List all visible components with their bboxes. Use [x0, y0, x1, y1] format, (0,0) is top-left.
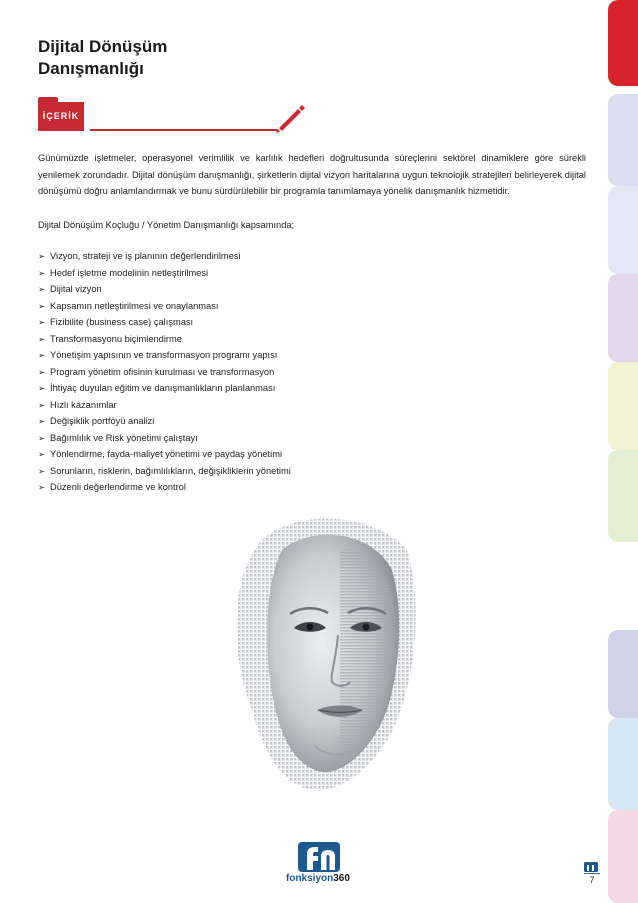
bullet-arrow-icon: ➢	[38, 383, 46, 393]
list-item	[38, 248, 586, 265]
service-list	[38, 248, 586, 496]
side-tab-1[interactable]	[608, 0, 638, 86]
section-divider	[90, 129, 278, 131]
pencil-icon	[274, 98, 306, 134]
list-item-text: Dijital vizyon	[50, 284, 102, 294]
bullet-arrow-icon: ➢	[38, 284, 46, 294]
side-tab-9[interactable]	[608, 810, 638, 903]
digital-face-illustration	[222, 510, 422, 800]
page-title	[38, 36, 167, 80]
bullet-arrow-icon: ➢	[38, 317, 46, 327]
side-tab-4[interactable]	[608, 274, 638, 362]
logo-text	[286, 873, 350, 884]
page-title-line1: Dijital Dönüşüm	[38, 37, 168, 56]
list-item	[38, 364, 586, 381]
side-tab-3[interactable]	[608, 186, 638, 274]
list-item	[38, 298, 586, 315]
list-item-text: Hedef işletme modelinin netleştirilmesi	[50, 267, 209, 278]
list-item-text: Sorunların, risklerin, bağımlılıkların, değişikliklerin yönetimi	[50, 465, 291, 476]
section-label: İÇERİK	[42, 111, 80, 121]
bullet-arrow-icon: ➢	[38, 300, 46, 311]
bullet-arrow-icon: ➢	[38, 366, 46, 377]
bullet-arrow-icon: ➢	[38, 416, 46, 426]
list-item	[38, 446, 586, 463]
folder-icon	[38, 97, 84, 131]
list-item	[38, 331, 586, 348]
bullet-arrow-icon: ➢	[38, 482, 46, 492]
list-item-text: Kapsamın netleştirilmesi ve onaylanması	[50, 300, 219, 311]
bullet-arrow-icon: ➢	[38, 449, 46, 459]
list-item-text: Program yönetim ofisinin kurulması ve transformasyon	[50, 366, 275, 377]
list-item-text: Vizyon, strateji ve iş planının değerlendirilmesi	[50, 251, 241, 261]
list-item	[38, 413, 586, 430]
side-tab-8[interactable]	[608, 718, 638, 810]
list-item-text: Yönlendirme, fayda-maliyet yönetimi ve paydaş yönetimi	[50, 449, 283, 459]
side-tab-7[interactable]	[608, 630, 638, 718]
list-item-text: Yönetişim yapısının ve transformasyon programı yapısı	[50, 350, 278, 360]
intro-paragraph: Günümüzde işletmeler, operasyonel verimlilik ve karlılık hedefleri doğrultusunda süreçlerini sektörel dinamiklere göre sürekli yenilemek zorundadır. Dijital dönüşüm danışmanlığı, şirketlerin dijital vizyon haritalarına uygun teknolojik stratejileri belirleyerek dijital dönüşümü doğru anlamlandırmak ve bunu sürdürülebilir bir programla tanımlamaya yönelik danışmanlık hizmetidir.	[38, 153, 586, 196]
lead-paragraph: Dijital Dönüşüm Koçluğu / Yönetim Danışmanlığı kapsamında;	[38, 219, 295, 230]
fonksiyon360-logo[interactable]	[286, 842, 362, 888]
logo-brand-name: fonksiyon	[286, 873, 334, 884]
list-item	[38, 265, 586, 282]
bullet-arrow-icon: ➢	[38, 251, 46, 261]
list-item	[38, 347, 586, 364]
small-logo-icon	[584, 862, 598, 872]
list-item	[38, 430, 586, 447]
list-item	[38, 281, 586, 298]
side-tab-6[interactable]	[608, 450, 638, 542]
list-item-text: Hızlı kazanımlar	[50, 399, 117, 410]
list-item	[38, 314, 586, 331]
side-index-tabs	[608, 0, 638, 903]
bullet-arrow-icon: ➢	[38, 399, 46, 410]
list-item-text: Düzenli değerlendirme ve kontrol	[50, 482, 186, 492]
list-item-text: Transformasyonu biçimlendirme	[50, 333, 182, 344]
side-tab-5[interactable]	[608, 362, 638, 450]
content-body	[38, 150, 586, 496]
list-item	[38, 380, 586, 397]
list-item	[38, 463, 586, 480]
page-number: 7	[584, 873, 600, 885]
bullet-arrow-icon: ➢	[38, 350, 46, 360]
page-title-line2: Danışmanlığı	[38, 59, 144, 78]
list-item-text: Bağımlılık ve Risk yönetimi çalıştayı	[50, 432, 198, 443]
logo-mark-icon	[298, 842, 340, 872]
bullet-arrow-icon: ➢	[38, 465, 46, 476]
bullet-arrow-icon: ➢	[38, 333, 46, 344]
list-item	[38, 479, 586, 496]
list-item	[38, 397, 586, 414]
list-item-text: İhtiyaç duyulan eğitim ve danışmanlıkların planlanması	[50, 383, 276, 393]
bullet-arrow-icon: ➢	[38, 432, 46, 443]
bullet-arrow-icon: ➢	[38, 267, 46, 278]
list-item-text: Fizibilite (business case) çalışması	[50, 317, 194, 327]
list-item-text: Değişiklik portföyü analizi	[50, 416, 155, 426]
side-tab-2[interactable]	[608, 94, 638, 186]
logo-brand-number: 360	[333, 873, 350, 884]
